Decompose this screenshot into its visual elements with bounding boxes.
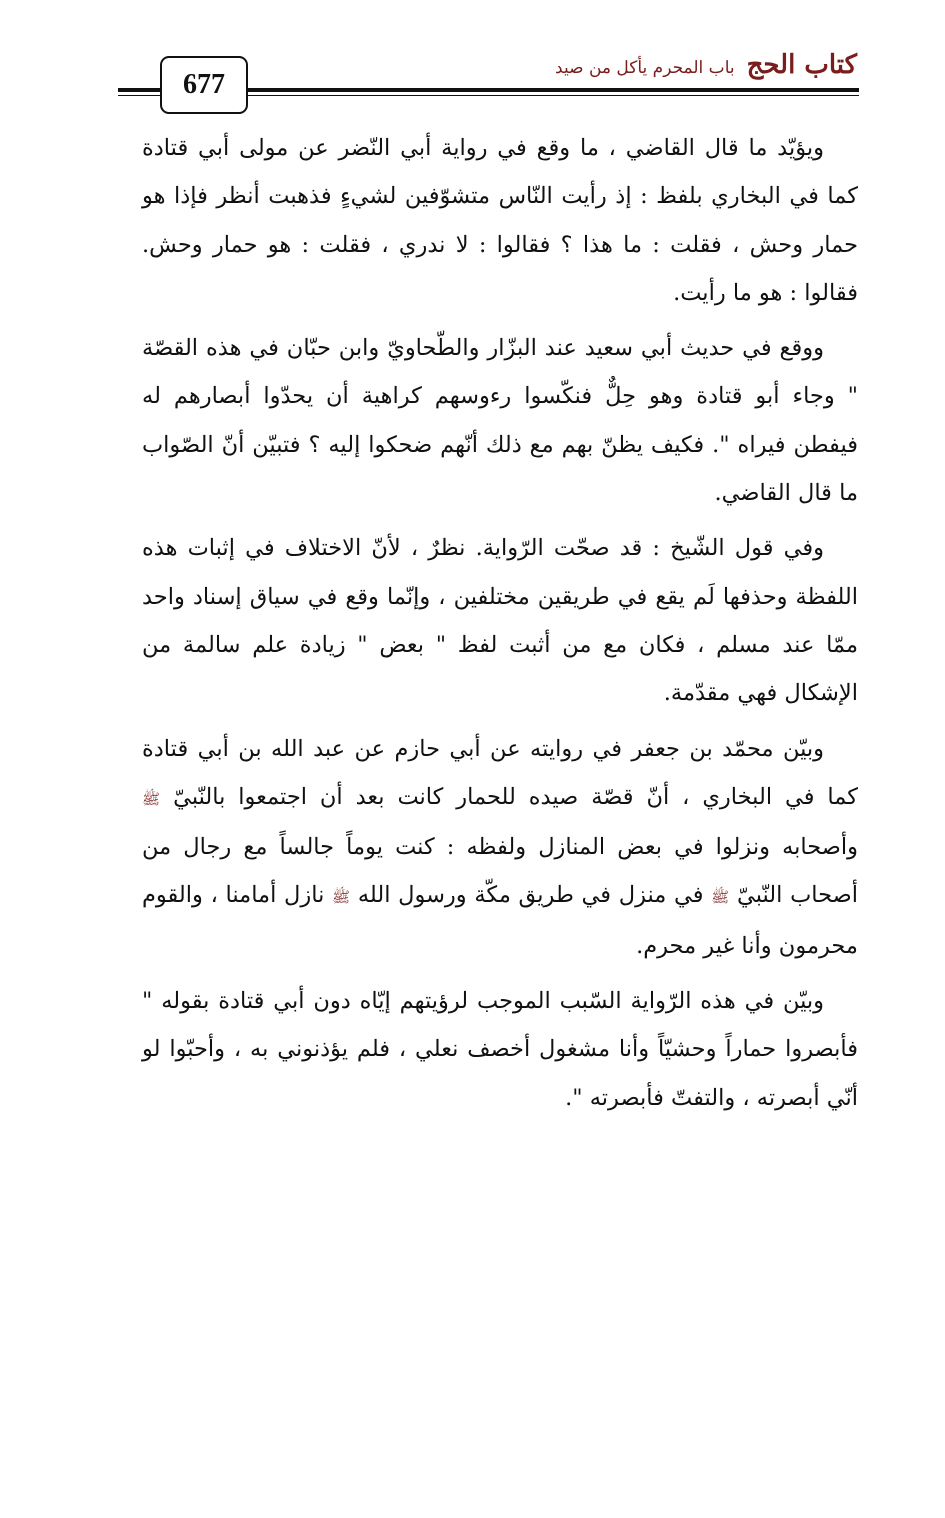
paragraph-4 <box>142 725 858 970</box>
salla-symbol: ﷺ <box>332 888 351 907</box>
page-number: 677 <box>160 56 248 114</box>
book-title: كتاب الحج <box>746 50 857 80</box>
paragraph-4-part-2: وأصحابه ونزلوا في بعض المنازل ولفظه : كنت يوماً جالساً مع رجال من أصحاب النّبيّ <box>142 834 858 909</box>
paragraph-2: ووقع في حديث أبي سعيد عند البزّار والطّحاويّ وابن حبّان في هذه القصّة " وجاء أبو قتادة وهو حِلٌّ فنكّسوا رءوسهم كراهية أن يحدّوا أبصارهم له فيفطن فيراه ". فكيف يظنّ بهم مع ذلك أنّهم ضحكوا إليه ؟ فتبيّن أنّ الصّواب ما قال القاضي. <box>142 335 858 507</box>
paragraph-4-part-3: في منزل في طريق مكّة ورسول الله <box>357 882 704 909</box>
paragraph-3: وفي قول الشّيخ : قد صحّت الرّواية. نظرٌ ، لأنّ الاختلاف في إثبات هذه اللفظة وحذفها لَم يقع في طريقين مختلفين ، وإنّما وقع في سياق إسناد واحد ممّا عند مسلم ، فكان مع من أثبت لفظ " بعض " زيادة علم سالمة من الإشكال فهي مقدّمة. <box>142 535 858 707</box>
paragraph-4-part-1: وبيّن محمّد بن جعفر في روايته عن أبي حازم عن عبد الله بن أبي قتادة كما في البخاري ، أنّ قصّة صيده للحمار كانت بعد أن اجتمعوا بالنّبيّ <box>142 735 859 810</box>
paragraph-5: وبيّن في هذه الرّواية السّبب الموجب لرؤيتهم إيّاه دون أبي قتادة بقوله " فأبصروا حماراً وحشيّاً وأنا مشغول أخصف نعلي ، فلم يؤذنوني به ، وأحبّوا لو أنّي أبصرته ، والتفتّ فأبصرته ". <box>142 988 858 1111</box>
salla-symbol: ﷺ <box>711 888 730 907</box>
salla-symbol: ﷺ <box>142 789 161 808</box>
chapter-title: باب المحرم يأكل من صيد <box>555 58 735 78</box>
page-body <box>142 124 858 1129</box>
running-head <box>555 50 857 80</box>
paragraph-4-part-4: نازل أمامنا ، والقوم محرمون وأنا غير محرم. <box>142 882 858 959</box>
paragraph-1: ويؤيّد ما قال القاضي ، ما وقع في رواية أبي النّضر عن مولى أبي قتادة كما في البخاري بلفظ : إذ رأيت النّاس متشوّفين لشيءٍ فذهبت أنظر فإذا هو حمار وحش ، فقلت : ما هذا ؟ فقالوا : لا ندري ، فقلت : هو حمار وحش. فقالوا : هو ما رأيت. <box>142 135 858 306</box>
page-header <box>0 0 945 120</box>
